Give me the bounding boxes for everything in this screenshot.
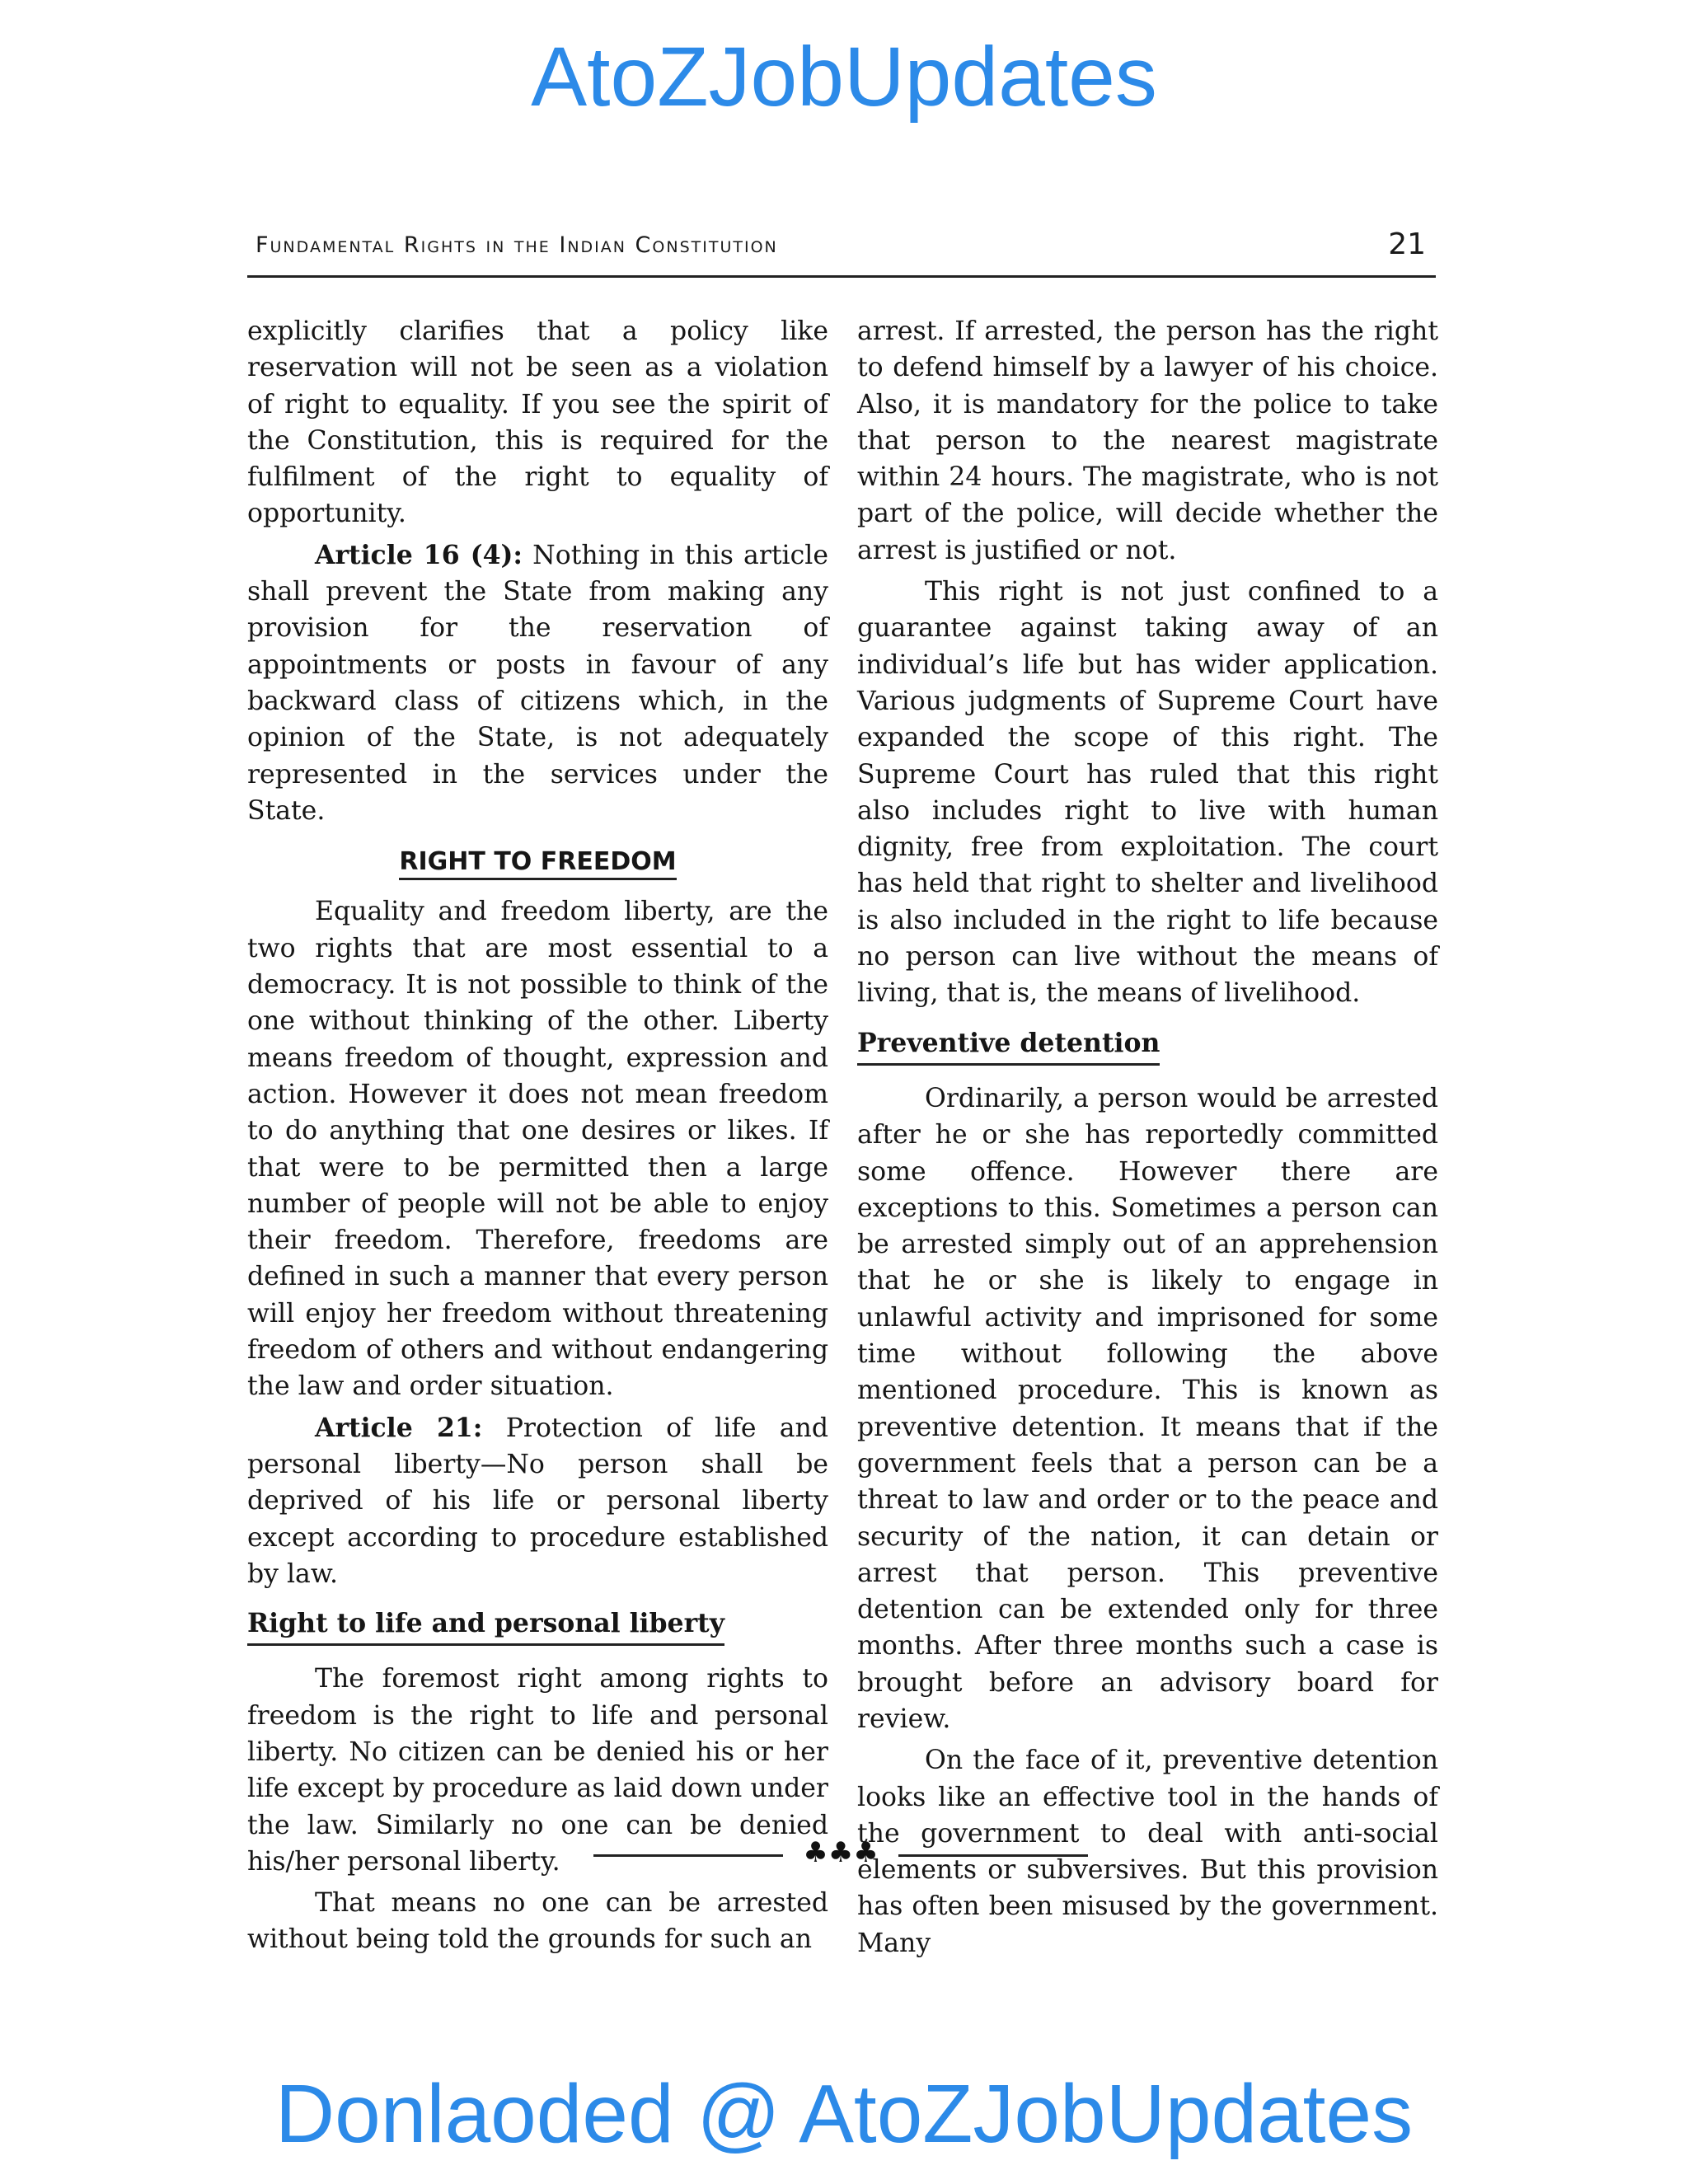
end-ornament <box>593 1836 1088 1869</box>
running-header <box>247 227 1436 278</box>
left-column <box>247 313 828 1963</box>
paragraph-scope: This right is not just confined to a guarantee against taking away of an individual’s life but has wider application. Various judgments of Supreme Court have expanded the scope of this right. The Supreme Court has ruled that this right also includes right to live with human dignity, free from exploitation. The court has held that right to shelter and livelihood is also included in the right to life because no person can live without the means of living, that is, the means of livelihood. <box>857 577 1438 1009</box>
running-title: Fundamental Rights in the Indian Constitution <box>256 232 778 258</box>
section-heading-right-to-freedom <box>247 844 828 880</box>
article-16-label: Article 16 (4): <box>315 539 523 570</box>
club-ornament-icon: ♣♣♣ <box>803 1836 879 1869</box>
paragraph-article-21 <box>247 1410 828 1592</box>
section-heading-right-to-life <box>247 1605 828 1646</box>
ornament-line-right <box>898 1854 1088 1857</box>
article-16-text: Nothing in this article shall prevent the State from making any provision for the reservation of appointments or posts in favour of any backward class of citizens which, in the opinion of the State, is not adequately represented in the services under the State. <box>247 540 828 826</box>
page-number: 21 <box>1388 227 1426 261</box>
paragraph-arrest-continued: arrest. If arrested, the person has the right to defend himself by a lawyer of his choice. Also, it is mandatory for the police to take that person to the nearest magistrate within 24 hours. The magistrate, who is not part of the police, will decide whether the arrest is justified or not. <box>857 316 1438 565</box>
paragraph-article-16 <box>247 537 828 829</box>
paragraph-freedom: Equality and freedom liberty, are the two rights that are most essential to a democracy. It is not possible to think of the one without thinking of the other. Liberty means freedom of thought, expression and action. However it does not mean freedom to do anything that one desires or likes. If that were to be permitted then a large number of people will not be able to enjoy their freedom. Therefore, freedoms are defined in such a manner that every person will enjoy her freedom without threatening freedom of others and without endangering the law and order situation. <box>247 897 828 1402</box>
section-heading-preventive-detention <box>857 1025 1438 1066</box>
paragraph-on-the-face-of-it: On the face of it, preventive detention looks like an effective tool in the hands of the government to deal with anti-social elements or subversives. But this provision has often been misused by the government. Many <box>857 1746 1438 1958</box>
paragraph-reservation-continued: explicitly clarifies that a policy like reservation will not be seen as a violation of right to equality. If you see the spirit of the Constitution, this is required for the fulfilment of the right to equality of opportunity. <box>247 316 828 529</box>
paragraph-arrest: That means no one can be arrested without being told the grounds for such an <box>247 1888 828 1955</box>
heading-right-to-freedom-text: RIGHT TO FREEDOM <box>399 847 676 880</box>
article-21-text: Protection of life and personal liberty—No person shall be deprived of his life or personal liberty except according to procedure established by law. <box>247 1413 828 1589</box>
right-column <box>857 313 1438 1966</box>
watermark-bottom: Donlaoded @ AtoZJobUpdates <box>274 2068 1414 2160</box>
paragraph-preventive-detention: Ordinarily, a person would be arrested after he or she has reportedly committed some offence. However there are exceptions to this. Sometimes a person can be arrested simply out of an apprehension that he or she is likely to engage in unlawful activity and imprisoned for some time without following the above mentioned procedure. This is known as preventive detention. It means that if the government feels that a person can be a threat to law and order or to the peace and security of the nation, it can detain or arrest that person. This preventive detention can be extended only for three months. After three months such a case is brought before an advisory board for review. <box>857 1083 1438 1734</box>
article-21-label: Article 21: <box>315 1412 483 1443</box>
watermark-top: AtoZJobUpdates <box>531 30 1157 124</box>
heading-right-to-life-text: Right to life and personal liberty <box>247 1605 724 1646</box>
heading-preventive-detention-text: Preventive detention <box>857 1025 1160 1066</box>
paragraph-right-to-life: The foremost right among rights to freedom is the right to life and personal liberty. No citizen can be denied his or her life except by procedure as laid down under the law. Similarly no one can be denied his/her personal liberty. <box>247 1664 828 1877</box>
